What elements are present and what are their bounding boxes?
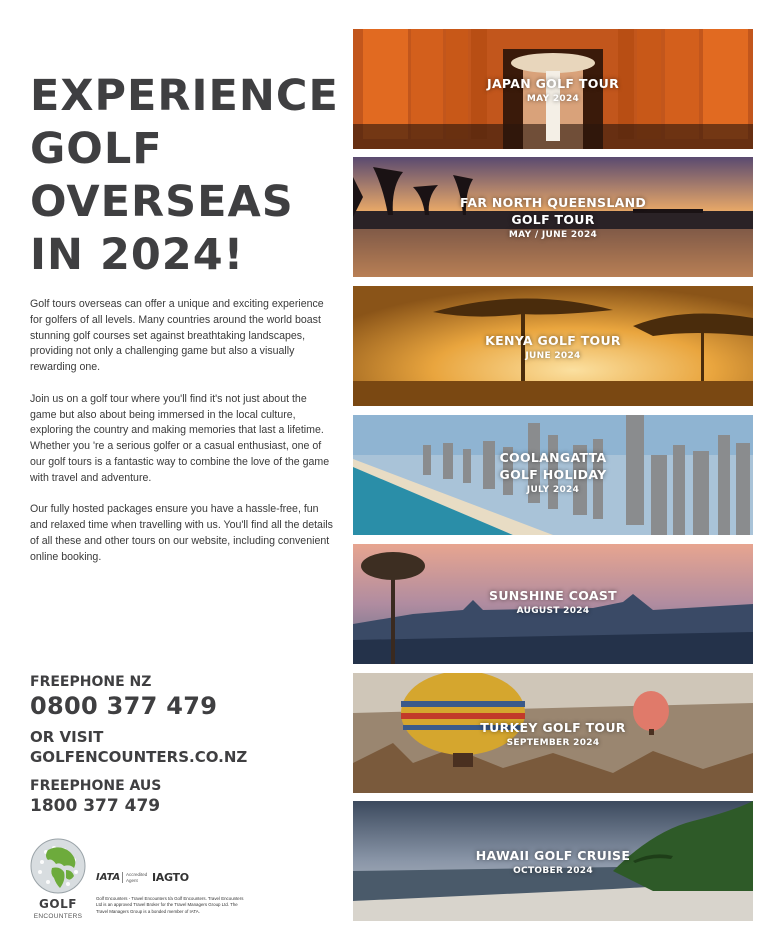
headline-line: EXPERIENCE	[30, 71, 339, 121]
intro-text	[30, 297, 335, 581]
logo-name: GOLF	[39, 897, 77, 911]
headline-line: IN 2024!	[30, 230, 245, 280]
tour-card-coolangatta[interactable]	[353, 415, 753, 535]
freephone-aus-number[interactable]: 1800 377 479	[30, 796, 161, 816]
tour-card-sunshine-coast[interactable]	[353, 544, 753, 664]
freephone-nz-label: FREEPHONE NZ	[30, 674, 152, 690]
legal-text: Golf Encounters - Travel Encounters t/a Golf Encounters. Travel Encounters Ltd is an approved Travel Broker for the Travel Managers Group Ltd. The Travel Managers Group is a bonded member of IATA.	[96, 896, 244, 914]
tour-card-japan[interactable]	[353, 29, 753, 149]
tour-date: OCTOBER 2024	[513, 866, 593, 876]
contact-block	[30, 673, 340, 817]
paragraph: Golf tours overseas can offer a unique and exciting experience for golfers of all levels. Many countries around the world boast stunning golf courses set against breathtaking landscapes, providing not only a challenging game but also a visually rewarding one.	[30, 298, 324, 374]
tour-title: COOLANGATTA	[499, 450, 607, 465]
iata-accredited-text: Accredited Agent	[122, 872, 150, 883]
golf-globe-logo-icon	[30, 838, 86, 894]
tour-caption	[353, 847, 753, 878]
footer	[30, 838, 350, 928]
tour-card-far-north-queensland[interactable]	[353, 157, 753, 277]
tour-title: SUNSHINE COAST	[489, 588, 617, 603]
tour-date: JULY 2024	[526, 485, 580, 495]
visit-label: OR VISIT	[30, 728, 104, 746]
iata-badge	[96, 870, 151, 890]
tour-title: KENYA GOLF TOUR	[485, 333, 621, 348]
tour-card-turkey[interactable]	[353, 673, 753, 793]
tour-caption	[353, 449, 753, 497]
tour-date: MAY / JUNE 2024	[508, 230, 598, 240]
tour-card-kenya[interactable]	[353, 286, 753, 406]
tour-date: SEPTEMBER 2024	[506, 738, 600, 748]
headline	[30, 70, 350, 282]
iata-mark: IATA	[96, 872, 121, 883]
tour-title: GOLF HOLIDAY	[499, 467, 607, 482]
paragraph: Our fully hosted packages ensure you have a hassle-free, fun and relaxed time when travelling with us. You'll find all the details of all these and other tours on our website, including convenient online booking.	[30, 503, 333, 563]
tour-caption	[353, 332, 753, 363]
tour-title: JAPAN GOLF TOUR	[487, 76, 619, 91]
tour-caption	[353, 587, 753, 618]
tour-date: MAY 2024	[526, 94, 580, 104]
tour-caption	[353, 194, 753, 242]
tour-date: JUNE 2024	[525, 351, 581, 361]
tour-caption	[353, 75, 753, 106]
paragraph: Join us on a golf tour where you'll find it's not just about the game but also about being immersed in the local culture, exploring the country and making memories that last a lifetime. Whether you 're a serious golfer or a casual enthusiast, one of our golf tours is a fantastic way to combine the love of the game with travel and adventure.	[30, 392, 330, 484]
headline-line: GOLF	[30, 124, 163, 174]
website-link[interactable]: GOLFENCOUNTERS.CO.NZ	[30, 748, 248, 766]
freephone-aus-label: FREEPHONE AUS	[30, 778, 162, 794]
tour-title: FAR NORTH QUEENSLAND	[459, 195, 647, 210]
freephone-nz-number[interactable]: 0800 377 479	[30, 692, 218, 720]
tour-card-hawaii[interactable]	[353, 801, 753, 921]
tour-caption	[353, 719, 753, 750]
tour-date: AUGUST 2024	[516, 606, 590, 616]
tour-title: TURKEY GOLF TOUR	[480, 720, 626, 735]
headline-line: OVERSEAS	[30, 177, 294, 227]
tour-title: HAWAII GOLF CRUISE	[475, 848, 631, 863]
iagto-logo: IAGTO	[152, 871, 189, 884]
logo-subtitle: ENCOUNTERS	[33, 913, 83, 920]
tour-title: GOLF TOUR	[511, 212, 595, 227]
